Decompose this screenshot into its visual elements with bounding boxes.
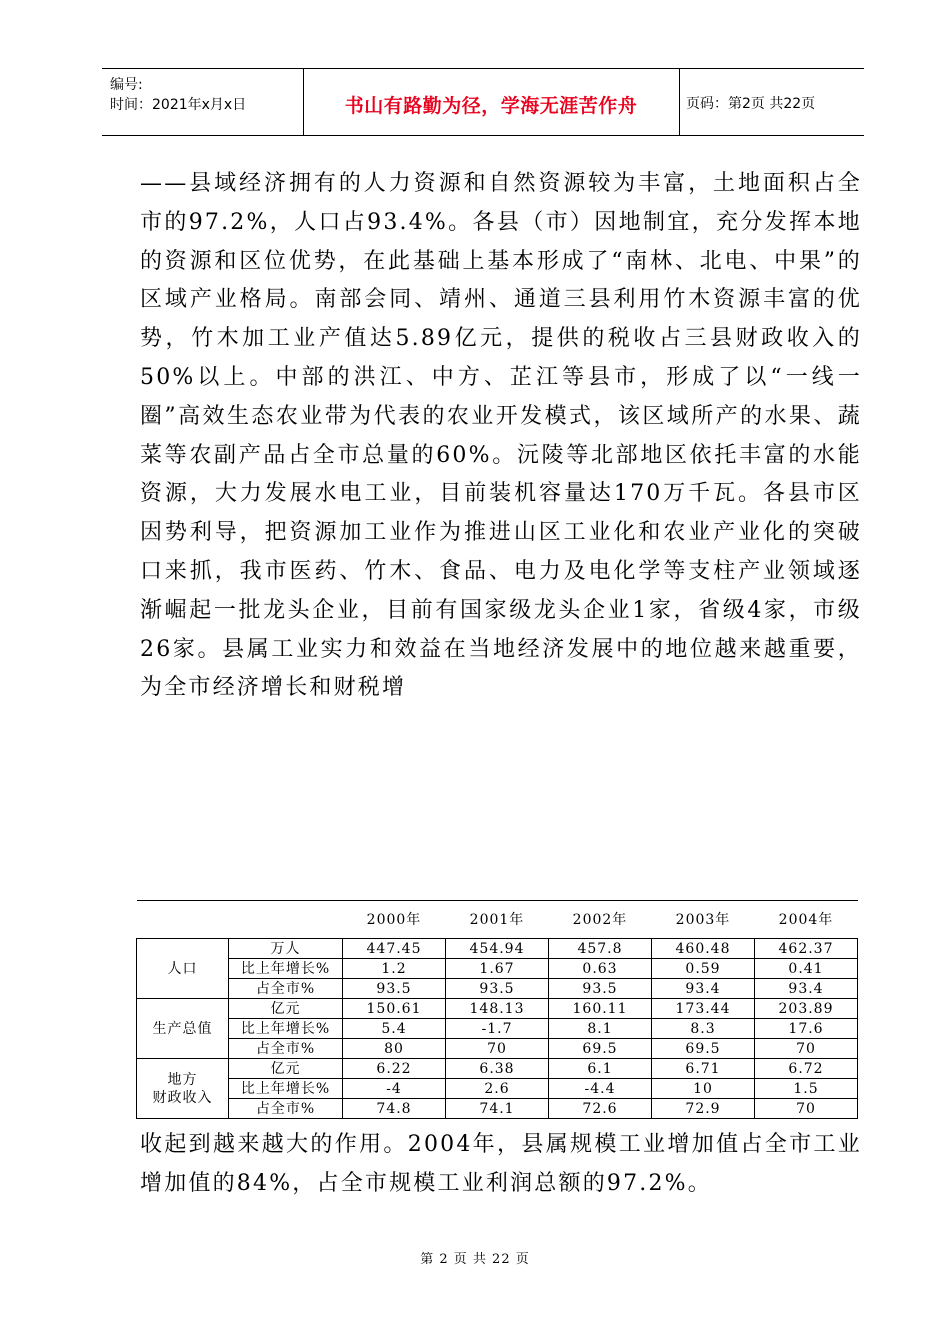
table-row	[137, 1039, 858, 1059]
header-meta	[110, 75, 246, 115]
table-cell: 70	[755, 1099, 858, 1119]
table-cell: 447.45	[343, 939, 446, 959]
group-label-line: 财政收入	[152, 1089, 213, 1106]
table-cell: 0.63	[549, 959, 652, 979]
table-cell: 5.4	[343, 1019, 446, 1039]
header-divider	[303, 69, 304, 135]
table-row	[137, 959, 858, 979]
table-header-cell	[137, 901, 229, 939]
table-cell: 17.6	[755, 1019, 858, 1039]
group-label: 生产总值	[137, 999, 229, 1059]
row-label: 占全市%	[229, 979, 343, 999]
table-cell: 93.5	[549, 979, 652, 999]
table-cell: -4	[343, 1079, 446, 1099]
row-label: 比上年增长%	[229, 959, 343, 979]
table-cell: 454.94	[446, 939, 549, 959]
table-cell: 6.1	[549, 1059, 652, 1079]
header-divider	[679, 69, 680, 135]
table-cell: 460.48	[652, 939, 755, 959]
table-cell: 74.8	[343, 1099, 446, 1119]
group-label-line: 地方	[167, 1071, 198, 1088]
table-cell: 8.1	[549, 1019, 652, 1039]
table-row	[137, 979, 858, 999]
table-cell: 80	[343, 1039, 446, 1059]
table-cell: 203.89	[755, 999, 858, 1019]
table-cell: 93.4	[652, 979, 755, 999]
table-cell: 74.1	[446, 1099, 549, 1119]
table-cell: 70	[446, 1039, 549, 1059]
page-footer: 第 2 页 共 22 页	[420, 1252, 530, 1267]
table-row	[137, 999, 858, 1019]
header-page-number: 页码：第2页 共22页	[686, 96, 816, 112]
row-label: 亿元	[229, 999, 343, 1019]
table-cell: 6.72	[755, 1059, 858, 1079]
table-cell: 6.22	[343, 1059, 446, 1079]
row-label: 比上年增长%	[229, 1019, 343, 1039]
table-row	[137, 1079, 858, 1099]
body-paragraph-1: ——县域经济拥有的人力资源和自然资源较为丰富，土地面积占全市的97.2%，人口占93.4%。各县（市）因地制宜，充分发挥本地的资源和区位优势，在此基础上基本形成了“南林、北电、中果”的区域产业格局。南部会同、靖州、通道三县利用竹木资源丰富的优势，竹木加工业产值达5.89亿元，提供的税收占三县财政收入的50%以上。中部的洪江、中方、芷江等县市，形成了以“一线一圈”高效生态农业带为代表的农业开发模式，该区域所产的水果、蔬菜等农副产品占全市总量的60%。沅陵等北部地区依托丰富的水能资源，大力发展水电工业，目前装机容量达170万千瓦。各县市区因势利导，把资源加工业作为推进山区工业化和农业产业化的突破口来抓，我市医药、竹木、食品、电力及电化学等支柱产业领域逐渐崛起一批龙头企业，目前有国家级龙头企业1家，省级4家，市级26家。县属工业实力和效益在当地经济发展中的地位越来越重要，为全市经济增长和财税增	[140, 171, 862, 701]
row-label: 占全市%	[229, 1099, 343, 1119]
row-label: 亿元	[229, 1059, 343, 1079]
table-cell: 70	[755, 1039, 858, 1059]
statistics-table	[136, 900, 858, 1119]
table-cell: 1.2	[343, 959, 446, 979]
table-cell: 69.5	[549, 1039, 652, 1059]
table-row	[137, 1019, 858, 1039]
table-cell: 8.3	[652, 1019, 755, 1039]
table-cell: 93.5	[446, 979, 549, 999]
year-header: 2001年	[446, 901, 549, 939]
table-cell: 150.61	[343, 999, 446, 1019]
group-label	[137, 1059, 229, 1119]
table-cell: 2.6	[446, 1079, 549, 1099]
table-cell: 160.11	[549, 999, 652, 1019]
year-header: 2000年	[343, 901, 446, 939]
year-header: 2004年	[755, 901, 858, 939]
table-cell: -1.7	[446, 1019, 549, 1039]
table-cell: 0.41	[755, 959, 858, 979]
table-cell: 1.5	[755, 1079, 858, 1099]
time-label: 时间：2021年x月x日	[110, 97, 247, 113]
table-cell: 93.5	[343, 979, 446, 999]
body-paragraph-2: 收起到越来越大的作用。2004年，县属规模工业增加值占全市工业增加值的84%，占全市规模工业利润总额的97.2%。	[140, 1132, 862, 1196]
serial-label: 编号:	[110, 77, 143, 93]
table-cell: 148.13	[446, 999, 549, 1019]
table-cell: 6.38	[446, 1059, 549, 1079]
table-cell: 462.37	[755, 939, 858, 959]
table-cell: 1.67	[446, 959, 549, 979]
table-cell: 457.8	[549, 939, 652, 959]
table-cell: 69.5	[652, 1039, 755, 1059]
table-row	[137, 1099, 858, 1119]
table-cell: 72.9	[652, 1099, 755, 1119]
table-cell: -4.4	[549, 1079, 652, 1099]
group-label: 人口	[137, 939, 229, 999]
row-label: 比上年增长%	[229, 1079, 343, 1099]
table-cell: 10	[652, 1079, 755, 1099]
table-cell: 72.6	[549, 1099, 652, 1119]
table-cell: 6.71	[652, 1059, 755, 1079]
year-header: 2002年	[549, 901, 652, 939]
table-header-row	[137, 901, 858, 939]
row-label: 占全市%	[229, 1039, 343, 1059]
table-row	[137, 1059, 858, 1079]
page-header	[102, 68, 864, 136]
table-cell: 173.44	[652, 999, 755, 1019]
header-motto: 书山有路勤为径，学海无涯苦作舟	[344, 95, 638, 117]
table-cell: 93.4	[755, 979, 858, 999]
table-row	[137, 939, 858, 959]
table-header-cell	[229, 901, 343, 939]
year-header: 2003年	[652, 901, 755, 939]
row-label: 万人	[229, 939, 343, 959]
table-cell: 0.59	[652, 959, 755, 979]
